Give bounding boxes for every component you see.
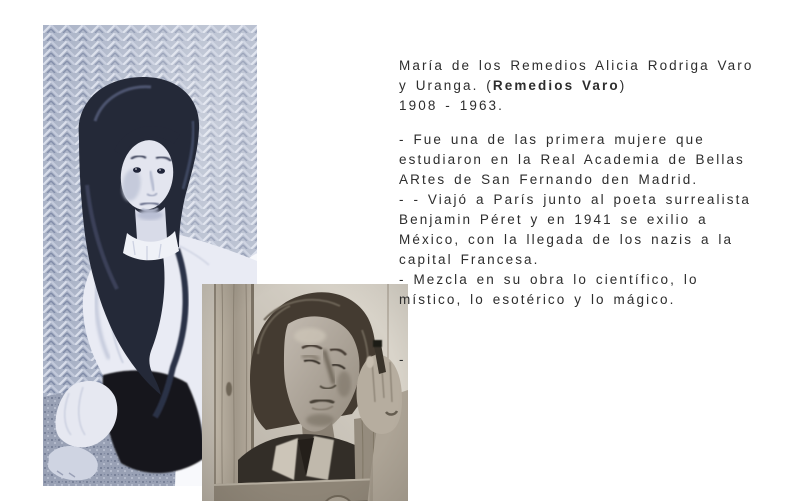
bio-text-block — [399, 56, 784, 370]
paragraph-gap — [399, 310, 784, 350]
bio-fact-line: místico, lo esotérico y lo mágico. — [399, 292, 676, 307]
bio-fact-line: capital Francesa. — [399, 252, 540, 267]
bio-fact-line: ARtes de San Fernando den Madrid. — [399, 172, 699, 187]
bio-fact-line: - - Viajó a París junto al poeta surrealista — [399, 192, 752, 207]
bio-name-line-2-pre: y Uranga. ( — [399, 78, 493, 93]
photo-easel-portrait — [202, 284, 408, 501]
bio-fact-line: - Fue una de las primera mujere que — [399, 132, 705, 147]
paragraph-gap — [399, 116, 784, 130]
bio-name-bold: Remedios Varo — [492, 78, 620, 93]
bio-name-line-2 — [399, 76, 784, 96]
bio-name-line-1: María de los Remedios Alicia Rodriga Varo — [399, 58, 754, 73]
bio-fact-line: Benjamin Péret y en 1941 se exilio a — [399, 212, 708, 227]
bio-fact-line: estudiaron en la Real Academia de Bellas — [399, 152, 745, 167]
bio-fact-line: - Mezcla en su obra lo científico, lo — [399, 272, 699, 287]
bio-years: 1908 - 1963. — [399, 98, 505, 113]
bio-name-line-2-post: ) — [619, 78, 627, 93]
bio-trailing-dash: - — [399, 352, 406, 367]
bio-fact-line: México, con la llegada de los nazis a la — [399, 232, 734, 247]
